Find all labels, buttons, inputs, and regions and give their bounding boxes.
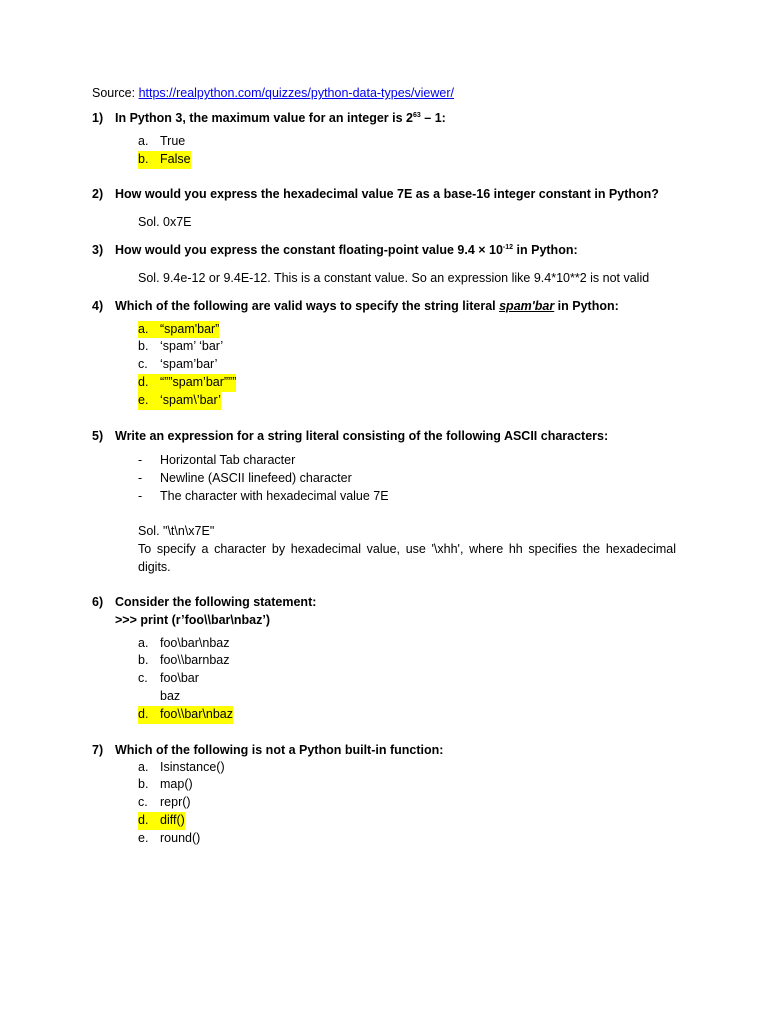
exponent: -12 (502, 243, 514, 251)
question-text-part: How would you express the constant floating-point value 9.4 × 10 (115, 242, 503, 257)
dash-marker: - (138, 470, 143, 485)
option-item (138, 652, 676, 670)
option-letter: e. (138, 392, 149, 407)
option-text: foo\bar\nbaz (160, 635, 230, 650)
option-content (138, 338, 223, 356)
option-letter: b. (138, 339, 149, 354)
question-text: Which of the following is not a Python built-in function: (115, 742, 444, 757)
option-text: repr() (160, 795, 191, 810)
question-number: 7) (92, 742, 104, 757)
question-7 (92, 741, 676, 759)
option-text: diff() (160, 812, 185, 827)
solution-2: Sol. 0x7E (138, 214, 192, 229)
option-content (138, 652, 230, 670)
question-text-part: In Python 3, the maximum value for an integer is 2 (115, 111, 413, 125)
option-letter: b. (138, 151, 149, 166)
code-statement: >>> print (r’foo\\bar\nbaz’) (115, 612, 270, 627)
option-item (138, 812, 676, 830)
option-item (138, 635, 676, 653)
bullet-item (138, 451, 676, 469)
option-text: ‘spam’ ‘bar’ (160, 339, 224, 354)
option-letter: a. (138, 759, 149, 774)
option-text: “””spam’bar””” (160, 374, 237, 389)
option-letter (138, 688, 160, 706)
option-content (138, 635, 230, 653)
question-4 (92, 297, 676, 315)
option-letter: c. (138, 671, 148, 686)
question-text: How would you express the hexadecimal value 7E as a base-16 integer constant in Python? (115, 186, 659, 201)
dash-marker: - (138, 452, 143, 467)
option-text: ‘spam’bar’ (160, 357, 218, 372)
bullet-text: The character with hexadecimal value 7E (160, 488, 389, 503)
option-item (138, 670, 676, 688)
question-text (115, 241, 676, 259)
highlighted-answer (138, 812, 185, 830)
option-text: foo\\barnbaz (160, 653, 230, 668)
highlighted-answer (138, 151, 191, 169)
option-item (138, 151, 676, 169)
option-text: True (160, 134, 186, 148)
option-letter: b. (138, 777, 149, 792)
option-text: Isinstance() (160, 759, 225, 774)
question-3 (92, 241, 676, 259)
option-text: foo\\bar\nbaz (160, 706, 233, 721)
option-content (138, 794, 191, 812)
question-text-part: Which of the following are valid ways to specify the string literal (115, 298, 500, 313)
option-text: baz (160, 688, 181, 703)
highlighted-answer (138, 321, 219, 339)
solution-5-explanation: To specify a character by hexadecimal value, use '\xhh', where hh specifies the hexadecimal digits. (138, 541, 676, 574)
bullet-item (138, 469, 676, 487)
options-list-4 (138, 321, 676, 410)
option-item (138, 706, 676, 724)
option-letter: e. (138, 830, 149, 845)
option-item (138, 830, 676, 848)
option-content (138, 133, 185, 151)
option-item (138, 356, 676, 374)
option-item (138, 688, 676, 706)
question-number: 2) (92, 186, 104, 201)
dash-marker: - (138, 488, 143, 503)
source-link[interactable]: https://realpython.com/quizzes/python-data-types/viewer/ (138, 86, 454, 100)
bullet-item (138, 487, 676, 505)
question-text (115, 109, 676, 127)
option-item (138, 776, 676, 794)
option-letter: d. (138, 706, 149, 721)
option-letter: a. (138, 321, 149, 336)
option-item (138, 374, 676, 392)
option-letter: a. (138, 134, 149, 148)
option-letter: d. (138, 812, 149, 827)
question-1 (92, 109, 676, 127)
question-text: Write an expression for a string literal consisting of the following ASCII characters: (115, 428, 609, 443)
option-letter: d. (138, 374, 149, 389)
option-item (138, 321, 676, 339)
option-item (138, 759, 676, 777)
question-number: 6) (92, 594, 104, 609)
highlighted-answer (138, 706, 233, 724)
question-number: 3) (92, 242, 104, 257)
bullet-text: Horizontal Tab character (160, 452, 296, 467)
option-letter: b. (138, 653, 149, 668)
question-number: 4) (92, 298, 104, 313)
question-text-part: – 1: (420, 111, 446, 125)
solution-3: Sol. 9.4e-12 or 9.4E-12. This is a constant value. So an expression like 9.4*10**2 is not valid (138, 270, 650, 285)
option-text: ‘spam\’bar’ (160, 392, 221, 407)
option-item (138, 133, 676, 151)
string-literal: spam'bar (499, 298, 555, 313)
option-text: False (160, 151, 191, 166)
option-content (138, 670, 199, 688)
option-item (138, 392, 676, 410)
question-text (115, 593, 676, 629)
option-content (138, 759, 225, 777)
question-number: 1) (92, 111, 104, 125)
option-letter: c. (138, 795, 148, 810)
option-text: foo\bar (160, 671, 199, 686)
exponent: 63 (413, 111, 421, 119)
option-text: “spam'bar” (160, 321, 220, 336)
source-line (92, 84, 676, 102)
options-list-1 (138, 133, 676, 169)
question-text-part: in Python: (554, 298, 619, 313)
question-2 (92, 185, 676, 203)
options-list-7 (138, 759, 676, 848)
options-list-6 (138, 635, 676, 724)
question-text (115, 297, 676, 315)
question-text-part: Consider the following statement: (115, 594, 317, 609)
option-text: round() (160, 830, 201, 845)
bullet-list (138, 451, 676, 505)
option-item (138, 338, 676, 356)
question-5 (92, 427, 676, 445)
option-content (138, 776, 193, 794)
option-item (138, 794, 676, 812)
highlighted-answer (138, 374, 236, 392)
question-text-part: in Python: (513, 242, 578, 257)
solution-5: Sol. "\t\n\x7E" (138, 523, 215, 538)
highlighted-answer (138, 392, 221, 410)
document-page (92, 84, 676, 848)
bullet-text: Newline (ASCII linefeed) character (160, 470, 352, 485)
option-content (138, 830, 200, 848)
source-label: Source: (92, 86, 139, 100)
question-6 (92, 593, 676, 629)
option-letter: a. (138, 635, 149, 650)
question-number: 5) (92, 428, 104, 443)
option-content (138, 688, 180, 706)
option-text: map() (160, 777, 193, 792)
option-content (138, 356, 217, 374)
option-letter: c. (138, 357, 148, 372)
